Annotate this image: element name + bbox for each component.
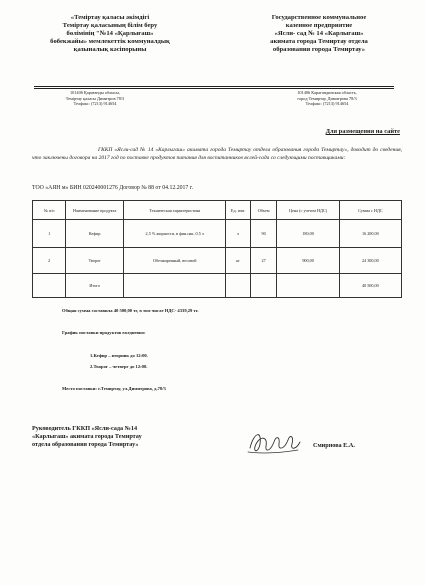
header-left-address xyxy=(40,90,150,107)
header-right-line: Государственное коммунальное xyxy=(271,14,367,21)
table-cell: 1 xyxy=(33,220,66,248)
header-right-line: казенное предприятие xyxy=(285,22,353,29)
header-rule-thin xyxy=(34,88,394,89)
header-rule xyxy=(34,86,394,87)
supply-table xyxy=(32,200,402,298)
intro-paragraph: ГККП «Ясли-сад № 14 «Карлыгаш» акимата города Темиртау отдела образования города Темиртау», доводит до сведения, что заключены договора на 2017 год по поставке продуктов питания для воспитанников яслей-сада со следующими поставщиками: xyxy=(32,147,402,162)
handwritten-signature xyxy=(244,422,304,462)
col-header: Объем xyxy=(250,201,277,220)
col-header: Техническая характеристика xyxy=(124,201,226,220)
table-cell: 27 xyxy=(250,248,277,274)
table-row xyxy=(33,220,402,248)
table-cell: кг xyxy=(226,248,250,274)
col-header: № п/п xyxy=(33,201,66,220)
table-row xyxy=(33,248,402,274)
table-cell: Обезжиренный, весовой xyxy=(124,248,226,274)
header-right-address xyxy=(272,90,382,107)
address-line: Теміртау қаласы Димитров 78/3 xyxy=(65,95,125,101)
address-line: Телфакс: (7213) 914654 xyxy=(305,101,349,107)
schedule-item: 1.Кефир – вторник до 12:00. xyxy=(90,353,148,358)
table-header-row xyxy=(33,201,402,220)
total-label: Итого xyxy=(66,274,124,298)
header-right-line: акимата города Темиртау отдела xyxy=(270,38,368,45)
header-left-line: қазыналық кәсіпорыны xyxy=(73,46,147,53)
col-header: Наименование продукта xyxy=(66,201,124,220)
header-left-line: бөбекжайы» мемлекеттік коммуналдық xyxy=(50,38,170,45)
total-value: 40 500,00 xyxy=(339,274,401,298)
table-cell: 900,00 xyxy=(277,248,339,274)
header-right-line: «Ясли- сад № 14 «Карлыгаш» xyxy=(274,30,364,37)
header-left-org xyxy=(40,14,180,54)
address-line: 101406 Карагандинская область, xyxy=(297,90,357,95)
table-cell: 90 xyxy=(250,220,277,248)
table-total-row xyxy=(33,274,402,298)
table-cell: 16 200,00 xyxy=(339,220,401,248)
total-text: Общая сумма составила 40 500,00 тг, в том числе НДС- 4339,29 тг. xyxy=(62,308,199,313)
table-cell: Кефир xyxy=(66,220,124,248)
signature-line: отдела образования города Темиртау» xyxy=(32,441,139,448)
schedule-title: График поставки продуктов ежедневно: xyxy=(62,330,146,335)
table-cell: 2,5 % жирности, в фин.пак, 0,5 л xyxy=(124,220,226,248)
address-line: Телфакс: (7213) 914654 xyxy=(73,101,117,107)
signatory-name: Смирнова Е.А. xyxy=(313,442,355,449)
signature-line: Руководитель ГККП «Ясли-сада №14 xyxy=(32,425,138,432)
supplier-line: ТОО «АЯН м» БИН 020240001276 Договор № 88 от 04.12.2017 г. xyxy=(32,185,193,191)
table-cell: 24 300,00 xyxy=(339,248,401,274)
delivery-place: Место поставки: г.Темиртау, ул.Димитрова, д.78/3 xyxy=(62,386,166,391)
header-left-line: бөлімінің "№14 «Қарлығаш» xyxy=(66,30,154,37)
table-cell: 180,00 xyxy=(277,220,339,248)
address-line: 101406 Қарағанды облысы, xyxy=(69,90,121,95)
table-cell: 2 xyxy=(33,248,66,274)
site-note: Для размещения на сайте xyxy=(325,128,400,135)
header-right-org xyxy=(250,14,388,54)
header-right-line: образования города Темиртау» xyxy=(272,46,366,53)
signature-block xyxy=(32,425,232,449)
header-left-line: Теміртау қаласының білім беру xyxy=(62,22,158,29)
address-line: город Темиртау, Димитрова 78/3 xyxy=(297,95,357,101)
col-header: Ед. изм. xyxy=(226,201,250,220)
table-cell: л xyxy=(226,220,250,248)
header-left-line: «Теміртау қаласы әкімдігі xyxy=(70,14,150,21)
schedule-item: 2.Творог – четверг до 12:00. xyxy=(90,364,148,369)
col-header: Цена (с учетом НДС) xyxy=(277,201,339,220)
signature-line: «Карлыгаш» акимата города Темиртау xyxy=(32,433,142,440)
col-header: Сумма с НДС xyxy=(339,201,401,220)
table-cell: Творог xyxy=(66,248,124,274)
